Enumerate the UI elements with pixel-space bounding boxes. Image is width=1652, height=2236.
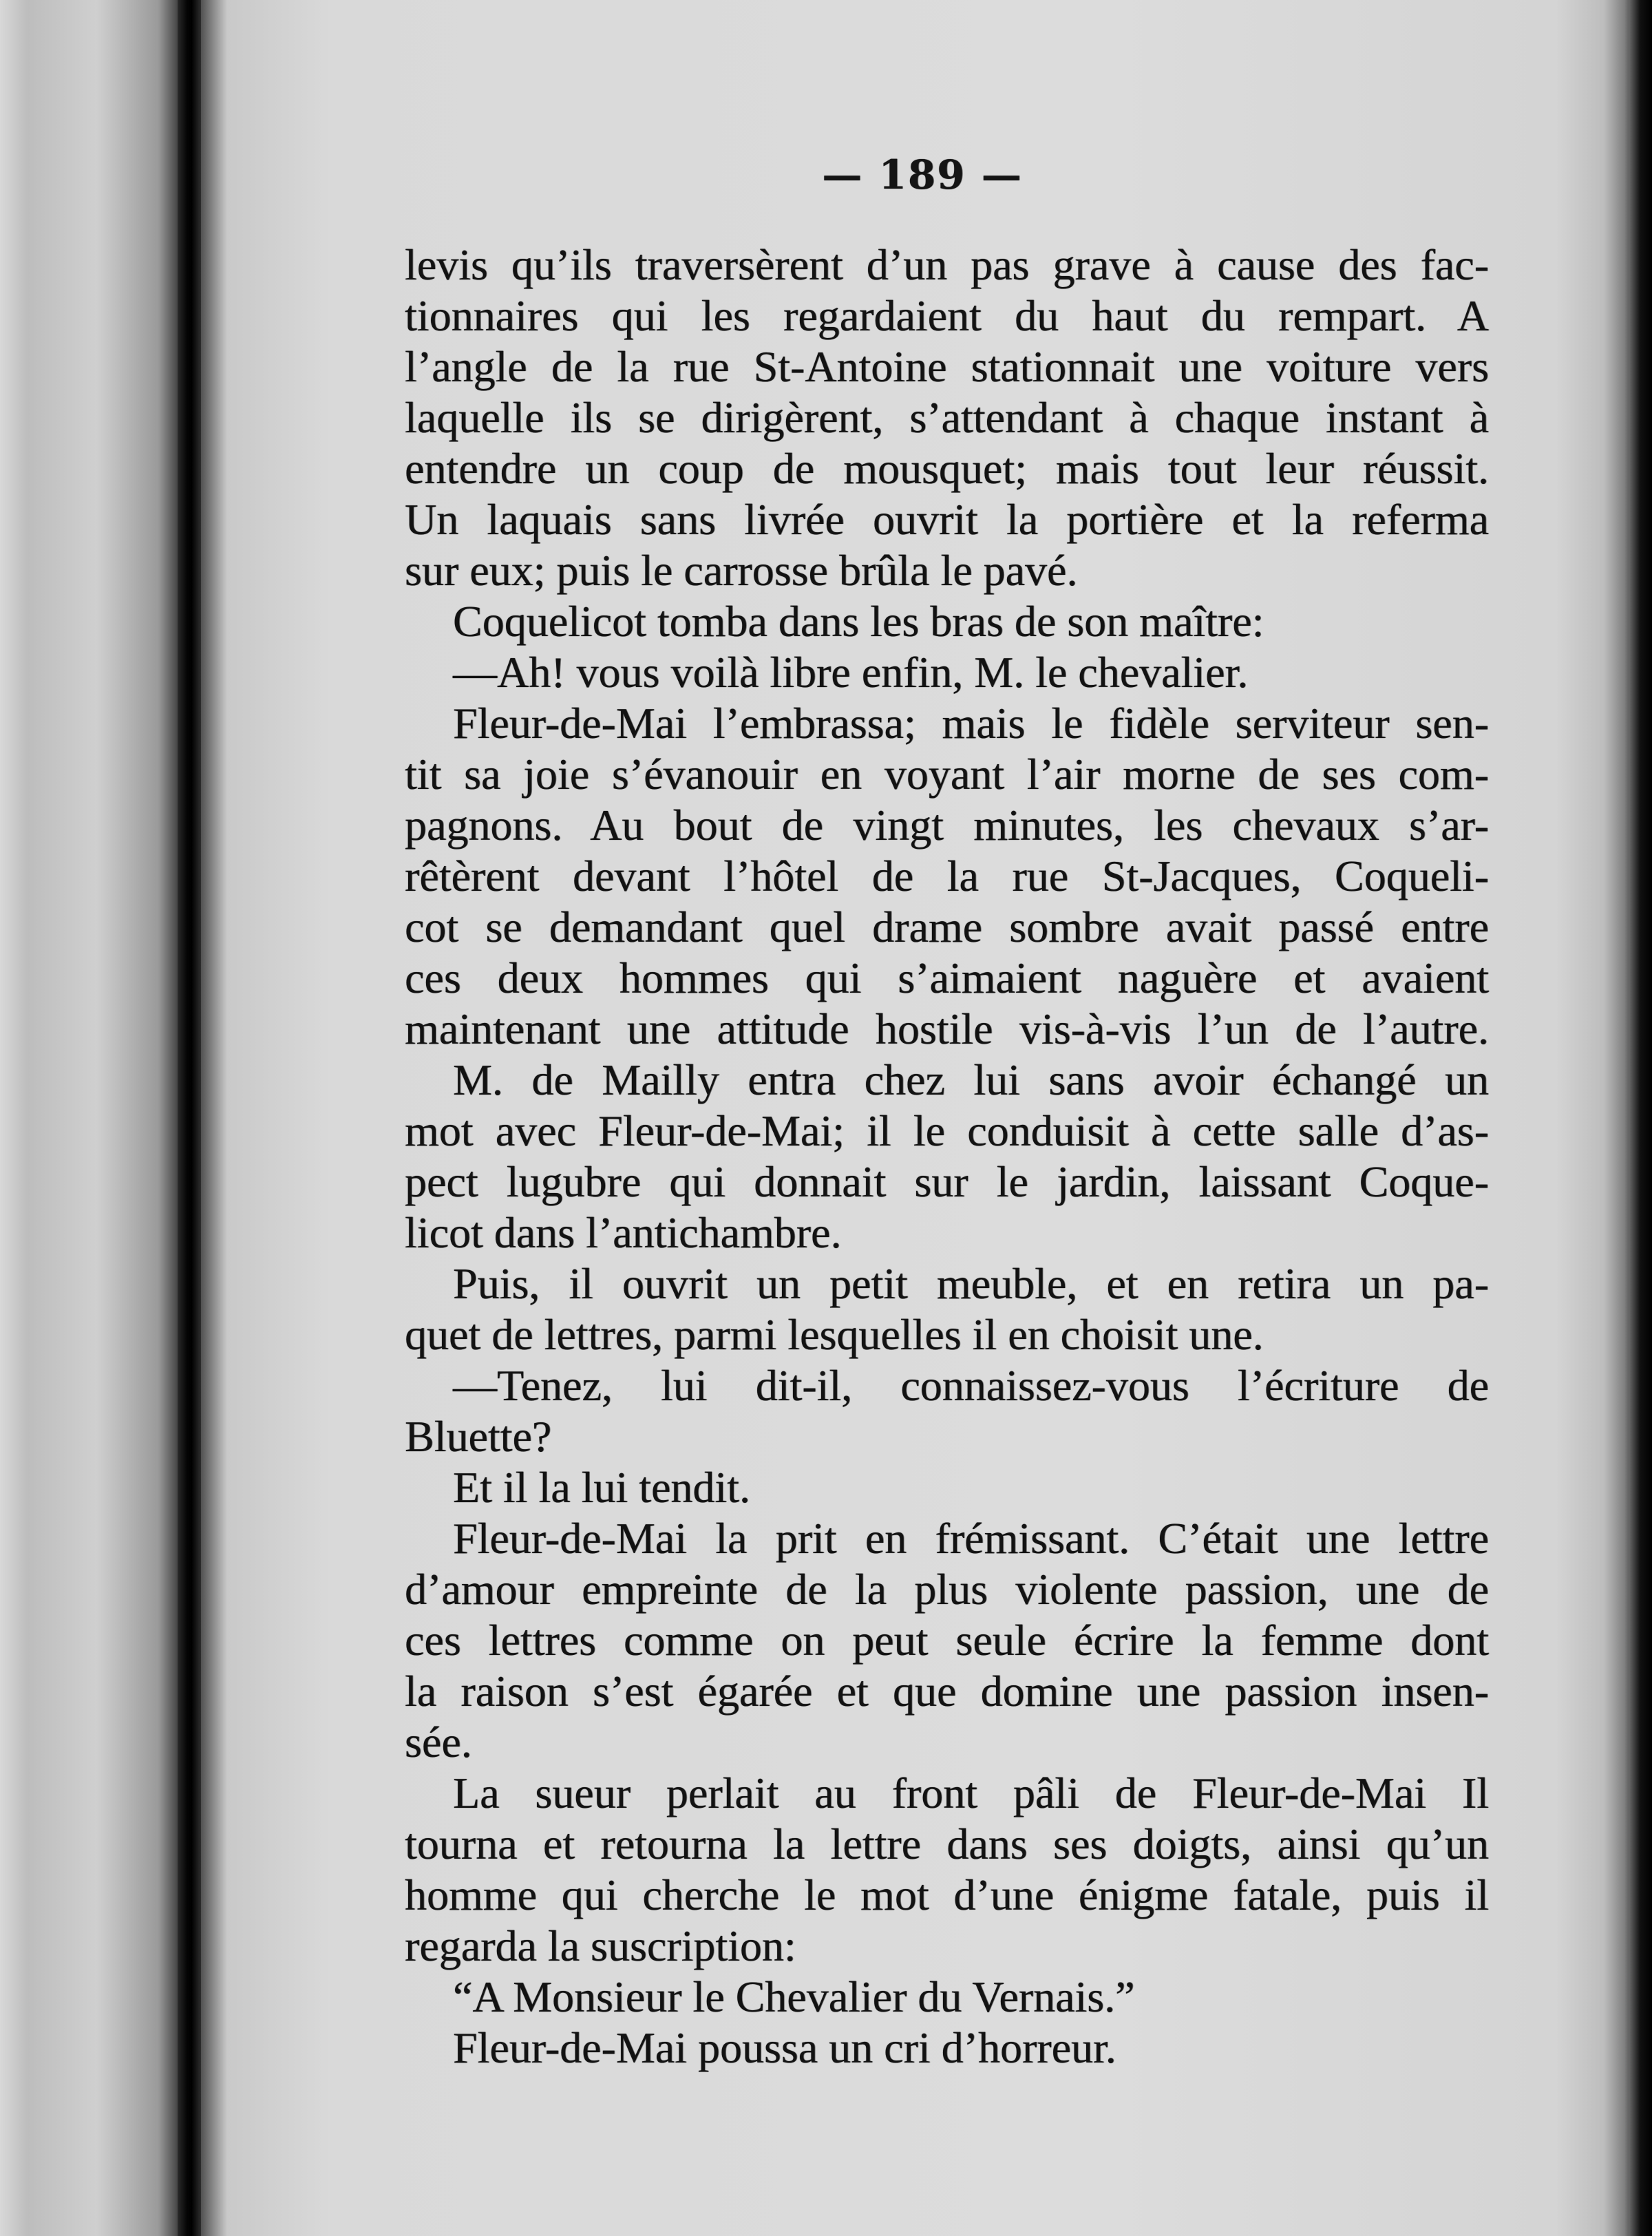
- text-line: d’amour empreinte de la plus violente passion, une de: [405, 1565, 1489, 1614]
- text-line: sée.: [405, 1718, 472, 1766]
- text-line: entendre un coup de mousquet; mais tout leur réussit.: [405, 444, 1489, 493]
- text-line: pagnons. Au bout de vingt minutes, les chevaux s’ar-: [405, 801, 1489, 850]
- text-line: Coquelicot tomba dans les bras de son maître:: [453, 597, 1264, 646]
- text-line: M. de Mailly entra chez lui sans avoir échangé un: [453, 1055, 1489, 1104]
- text-line: regarda la suscription:: [405, 1921, 796, 1970]
- text-line: maintenant une attitude hostile vis-à-vis l’un de l’autre.: [405, 1004, 1489, 1053]
- text-line: La sueur perlait au front pâli de Fleur-de-Mai Il: [453, 1769, 1489, 1817]
- text-line: —Ah! vous voilà libre enfin, M. le chevalier.: [453, 648, 1249, 697]
- text-line: tourna et retourna la lettre dans ses doigts, ainsi qu’un: [405, 1820, 1489, 1868]
- text-line: Fleur-de-Mai poussa un cri d’horreur.: [453, 2023, 1116, 2072]
- text-line: Fleur-de-Mai l’embrassa; mais le fidèle serviteur sen-: [453, 699, 1489, 748]
- book-spine-shadow: [178, 0, 201, 2236]
- page-number: — 189 —: [822, 151, 1023, 198]
- text-line: tit sa joie s’évanouir en voyant l’air morne de ses com-: [405, 750, 1489, 799]
- text-line: —Tenez, lui dit-il, connaissez-vous l’écriture de: [453, 1361, 1489, 1410]
- text-line: levis qu’ils traversèrent d’un pas grave à cause des fac-: [405, 240, 1489, 289]
- text-line: l’angle de la rue St-Antoine stationnait une voiture vers: [405, 342, 1489, 391]
- text-line: la raison s’est égarée et que domine une passion insen-: [405, 1667, 1489, 1716]
- text-line: “A Monsieur le Chevalier du Vernais.”: [453, 1972, 1135, 2021]
- text-line: licot dans l’antichambre.: [405, 1208, 842, 1257]
- text-line: Bluette?: [405, 1412, 552, 1461]
- text-line: Et il la lui tendit.: [453, 1463, 750, 1512]
- text-line: ces deux hommes qui s’aimaient naguère et avaient: [405, 953, 1489, 1002]
- text-line: quet de lettres, parmi lesquelles il en choisit une.: [405, 1310, 1264, 1359]
- text-line: ces lettres comme on peut seule écrire la femme dont: [405, 1616, 1489, 1665]
- text-line: Un laquais sans livrée ouvrit la portière et la referma: [405, 495, 1489, 544]
- text-line: tionnaires qui les regardaient du haut du rempart. A: [405, 291, 1489, 340]
- text-line: sur eux; puis le carrosse brûla le pavé.: [405, 546, 1078, 595]
- text-line: Puis, il ouvrit un petit meuble, et en retira un pa-: [453, 1259, 1489, 1308]
- text-line: Fleur-de-Mai la prit en frémissant. C’était une lettre: [453, 1514, 1489, 1563]
- body-text: [405, 240, 1489, 2074]
- text-line: cot se demandant quel drame sombre avait passé entre: [405, 903, 1489, 951]
- text-line: homme qui cherche le mot d’une énigme fatale, puis il: [405, 1870, 1489, 1919]
- page-right-edge-shadow: [1629, 0, 1652, 2236]
- text-line: mot avec Fleur-de-Mai; il le conduisit à cette salle d’as-: [405, 1106, 1489, 1155]
- text-line: laquelle ils se dirigèrent, s’attendant à chaque instant à: [405, 393, 1489, 442]
- text-line: rêtèrent devant l’hôtel de la rue St-Jacques, Coqueli-: [405, 852, 1489, 900]
- text-line: pect lugubre qui donnait sur le jardin, laissant Coque-: [405, 1157, 1489, 1206]
